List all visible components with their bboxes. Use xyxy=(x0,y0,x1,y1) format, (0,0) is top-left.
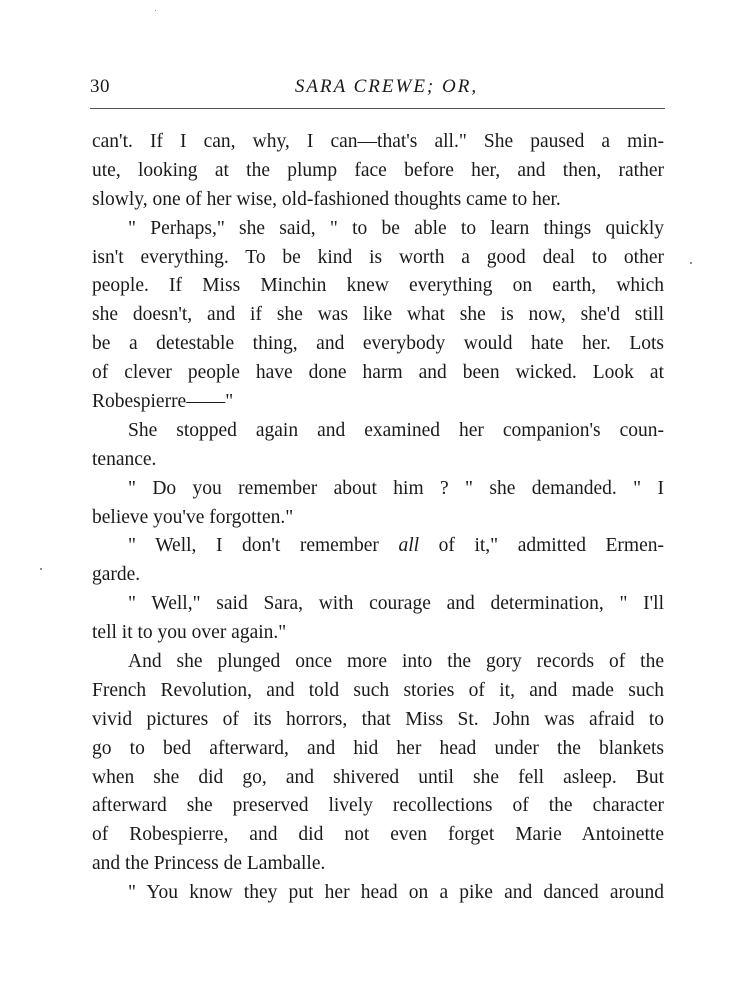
text-line: She stopped again and examined her companion's coun- xyxy=(128,419,664,441)
text-line: slowly, one of her wise, old-fashioned thoughts came to her. xyxy=(92,188,561,210)
text-line: tenance. xyxy=(92,448,157,470)
page-number: 30 xyxy=(90,76,110,97)
scan-speck xyxy=(155,10,156,11)
text-line: tell it to you over again." xyxy=(92,622,287,644)
text-line: isn't everything. To be kind is worth a good deal to other xyxy=(92,246,664,268)
text-line: she doesn't, and if she was like what she is now, she'd still xyxy=(92,304,664,326)
body-text xyxy=(92,128,664,908)
text-line: of Robespierre, and did not even forget Marie Antoinette xyxy=(92,824,664,846)
text-line: go to bed afterward, and hid her head under the blankets xyxy=(92,737,664,759)
text-line: French Revolution, and told such stories of it, and made such xyxy=(92,679,664,701)
text-line: and the Princess de Lamballe. xyxy=(92,853,326,875)
header-rule xyxy=(90,108,665,109)
text-line: ute, looking at the plump face before her, and then, rather xyxy=(92,159,664,181)
text-line: afterward she preserved lively recollections of the character xyxy=(92,795,664,817)
text-line: when she did go, and shivered until she fell asleep. But xyxy=(92,766,664,788)
text-line: can't. If I can, why, I can—that's all." She paused a min- xyxy=(92,131,664,152)
running-title: SARA CREWE; OR, xyxy=(294,76,479,97)
text-line: vivid pictures of its horrors, that Miss St. John was afraid to xyxy=(92,708,664,730)
text-line: " Well," said Sara, with courage and determination, " I'll xyxy=(128,593,664,615)
text-line: And she plunged once more into the gory records of the xyxy=(128,651,664,673)
text-line: be a detestable thing, and everybody would hate her. Lots xyxy=(92,333,664,355)
text-line: of clever people have done harm and been wicked. Look at xyxy=(92,362,664,384)
text-line: Robespierre——" xyxy=(92,391,234,413)
text-line: believe you've forgotten." xyxy=(92,506,294,528)
scan-speck xyxy=(40,568,42,570)
text-line: " You know they put her head on a pike and danced around xyxy=(128,882,664,904)
text-line: people. If Miss Minchin knew everything on earth, which xyxy=(92,275,664,297)
text-line: " Well, I don't remember all of it," admitted Ermen- xyxy=(128,535,664,557)
scan-speck xyxy=(690,262,692,264)
text-line: garde. xyxy=(92,564,141,586)
text-line: " Perhaps," she said, " to be able to learn things quickly xyxy=(128,217,664,239)
page-header xyxy=(90,76,665,102)
text-line: " Do you remember about him ? " she demanded. " I xyxy=(128,477,664,499)
